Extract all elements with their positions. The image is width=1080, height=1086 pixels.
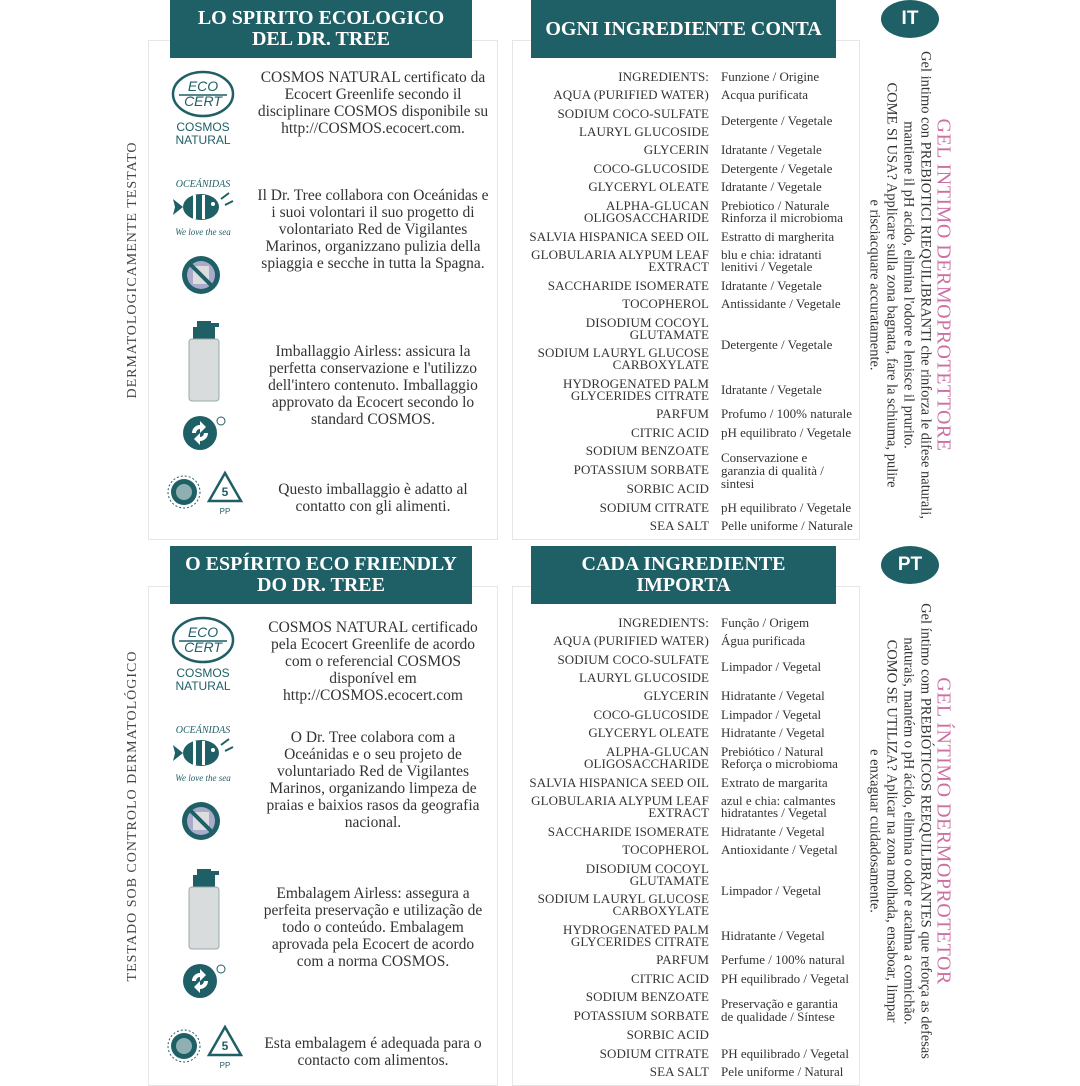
eco-spirit-title: O ESPÍRITO ECO FRIENDLY DO DR. TREE [170, 546, 472, 604]
ingredient-function: Pele uniforme / Natural [721, 1064, 844, 1079]
no-plastic-icon [179, 799, 223, 848]
ingredient-name: GLYCERIDES CITRATE [570, 388, 709, 403]
ingredient-function: Hidratante / Vegetal [721, 824, 825, 839]
ingredient-function: Extrato de margarita [721, 775, 828, 790]
product-desc-line-2: naturais, mantém o pH ácido, elimina o odor e acalma a comichão. [900, 637, 917, 1025]
ingredient-name: LAURYL GLUCOSIDE [578, 124, 709, 139]
ingredient-function: blu e chia: idratanti [721, 247, 822, 262]
ingredient-function: lenitivi / Vegetale [721, 259, 813, 274]
ingredient-name: OLIGOSACCHARIDE [584, 756, 709, 771]
feature-food-safe-text: Esta embalagem é adequada para o contacto com alimentos. [264, 1035, 482, 1069]
ingredient-name: COCO-GLUCOSIDE [593, 161, 709, 176]
ingredient-function: Prebiótico / Natural [721, 744, 824, 759]
ingredient-function: Detergente / Vegetale [721, 337, 833, 352]
ingredient-function: Preservação e garantia [721, 996, 838, 1011]
ingredient-name: DISODIUM COCOYL [585, 861, 709, 876]
product-desc-line-3: COME SI USA? Applicare sulla zona bagnata, fare la schiuma, pulire [883, 82, 900, 488]
ingredient-function: Antissidante / Vegetale [721, 296, 841, 311]
ingredient-function: Idratante / Vegetale [721, 142, 822, 157]
ingredient-name: SORBIC ACID [626, 481, 709, 496]
ingredient-name: GLUTAMATE [629, 327, 709, 342]
ingredient-name: INGREDIENTS: [618, 69, 709, 84]
ingredient-name: GLYCERIDES CITRATE [570, 934, 709, 949]
svg-text:ECO: ECO [187, 78, 219, 94]
feature-airless-text: Imballaggio Airless: assicura la perfetta conservazione e l'utilizzo dell'intero contenuto. Imballaggio approvato da Ecocert secondo lo standard COSMOS. [268, 343, 478, 428]
ingredient-name: TOCOPHEROL [622, 842, 709, 857]
glass-fork-icon [167, 475, 201, 514]
product-desc-line-4: e risciacquare accuratamente. [866, 199, 883, 371]
ingredient-name: SORBIC ACID [626, 1027, 709, 1042]
ingredient-name: SALVIA HISPANICA SEED OIL [529, 775, 709, 790]
product-desc-line-1: Gel intimo con PREBIOTICI RIEQUILIBRANTI che rinforza le difese naturali, [917, 51, 934, 519]
ingredient-function: pH equilibrato / Vegetale [721, 425, 852, 440]
svg-text:We love the sea: We love the sea [175, 773, 231, 783]
feature-oceanidas-text: Il Dr. Tree collabora con Oceánidas e i suoi volontari il suo progetto di volontariato Red de Vigilantes Marinos, organizzano pulizia della spiaggia e secche in tutta la Spagna. [257, 187, 489, 272]
oceanidas-fish-logo-icon [167, 173, 239, 246]
ingredient-name: LAURYL GLUCOSIDE [578, 670, 709, 685]
ingredient-name: SODIUM LAURYL GLUCOSE [537, 345, 709, 360]
ingredient-function: de qualidade / Síntese [721, 1009, 835, 1024]
ingredient-function: Idratante / Vegetale [721, 278, 822, 293]
svg-text:COSMOS: COSMOS [176, 120, 230, 134]
ingredient-function: Acqua purificata [721, 87, 808, 102]
ingredient-function: Rinforza il microbioma [721, 210, 844, 225]
green-dot-icon [181, 961, 227, 1006]
ingredient-function: Conservazione e [721, 450, 808, 465]
oceanidas-fish-logo-icon [167, 719, 239, 792]
ingredient-name: GLYCERYL OLEATE [588, 179, 709, 194]
ingredient-name: TOCOPHEROL [622, 296, 709, 311]
green-dot-icon [181, 413, 227, 458]
product-title: GEL ÍNTIMO DERMOPROTETOR [932, 677, 955, 985]
product-title: GEL INTIMO DERMOPROTETTORE [932, 118, 955, 452]
svg-text:OCEÁNIDAS: OCEÁNIDAS [175, 179, 231, 190]
ingredient-function: Função / Origem [721, 615, 810, 630]
ingredient-name: PARFUM [656, 406, 709, 421]
eco-spirit-title: LO SPIRITO ECOLOGICO DEL DR. TREE [170, 0, 472, 58]
ingredient-function: Hidratante / Vegetal [721, 928, 825, 943]
ingredient-name: HYDROGENATED PALM [562, 922, 709, 937]
ingredient-name: SODIUM CITRATE [599, 1046, 709, 1061]
ingredient-function: Água purificada [721, 633, 806, 648]
product-desc-line-1: Gel íntimo com PREBIÓTICOS REEQUILIBRANTES que reforça as defesas [917, 603, 934, 1059]
ingredient-function: Limpador / Vegetal [721, 659, 822, 674]
ingredient-name: GLOBULARIA ALYPUM LEAF [531, 793, 709, 808]
ingredient-function: Antioxidante / Vegetal [721, 842, 838, 857]
airless-bottle-icon [185, 321, 221, 408]
ingredient-name: CITRIC ACID [630, 425, 709, 440]
ingredient-name: GLUTAMATE [629, 873, 709, 888]
ingredient-function: Detergente / Vegetale [721, 161, 833, 176]
svg-text:NATURAL: NATURAL [175, 679, 231, 693]
ingredient-function: hidratantes / Vegetal [721, 805, 827, 820]
ingredient-function: Reforça o microbioma [721, 756, 838, 771]
portuguese-section [0, 546, 1080, 1086]
svg-text:CERT: CERT [184, 93, 222, 109]
ingredient-function: Hidratante / Vegetal [721, 688, 825, 703]
ingredient-function: Idratante / Vegetale [721, 382, 822, 397]
eco-panel [148, 40, 498, 540]
feature-airless-text: Embalagem Airless: assegura a perfeita preservação e utilização de todo o conteúdo. Embalagem aprovada pela Ecocert de acordo com a norma COSMOS. [263, 885, 483, 970]
svg-text:PP: PP [219, 1061, 231, 1070]
feature-food-safe-text: Questo imballaggio è adatto al contatto con gli alimenti. [278, 481, 468, 515]
glass-fork-icon [167, 1029, 201, 1068]
ingredient-name: CARBOXYLATE [612, 357, 709, 372]
svg-text:We love the sea: We love the sea [175, 227, 231, 237]
language-badge: PT [881, 546, 939, 584]
recycle-pp-icon [205, 469, 245, 522]
ingredient-name: POTASSIUM SORBATE [573, 1008, 709, 1023]
ingredient-name: SEA SALT [649, 518, 709, 533]
ingredient-name: GLYCERYL OLEATE [588, 725, 709, 740]
ingredient-name: ALPHA-GLUCAN [605, 744, 709, 759]
dermatologically-tested-label: DERMATOLOGICAMENTE TESTATO [125, 141, 140, 399]
ingredient-function: Estratto di margherita [721, 229, 835, 244]
ingredient-name: AQUA (PURIFIED WATER) [553, 633, 709, 648]
ingredient-function: Hidratante / Vegetal [721, 725, 825, 740]
ingredient-name: POTASSIUM SORBATE [573, 462, 709, 477]
ingredient-name: SALVIA HISPANICA SEED OIL [529, 229, 709, 244]
product-desc-line-3: COMO SE UTILIZA? Aplicar na zona molhada, ensaboar, limpar [883, 639, 900, 1023]
eco-panel [148, 586, 498, 1086]
ingredient-name: HYDROGENATED PALM [562, 376, 709, 391]
feature-ecocert-text: COSMOS NATURAL certificado pela Ecocert Greenlife de acordo com o referencial COSMOS disponível em http://COSMOS.ecocert.com [268, 619, 478, 704]
ingredient-function: sintesi [721, 476, 755, 491]
ingredients-panel [512, 40, 860, 540]
ecocert-logo-icon [165, 67, 245, 158]
italian-section [0, 0, 1080, 540]
ingredient-function: Funzione / Origine [721, 69, 820, 84]
ingredient-function: PH equilibrado / Vegetal [721, 1046, 849, 1061]
ingredient-name: SODIUM COCO-SULFATE [557, 106, 709, 121]
product-desc-line-2: mantiene il pH acido, elimina l'odore e lenisce il prurito. [900, 121, 917, 449]
ingredient-function: PH equilibrado / Vegetal [721, 971, 849, 986]
ingredient-function: Limpador / Vegetal [721, 883, 822, 898]
svg-text:ECO: ECO [187, 624, 219, 640]
ingredient-function: Pelle uniforme / Naturale [721, 518, 853, 533]
ingredient-function: garanzia di qualità / [721, 463, 824, 478]
no-plastic-icon [179, 253, 223, 302]
ingredient-name: ALPHA-GLUCAN [605, 198, 709, 213]
product-desc-line-4: e enxaguar cuidadosamente. [866, 749, 883, 913]
ingredient-function: Idratante / Vegetale [721, 179, 822, 194]
svg-text:5: 5 [221, 1039, 229, 1053]
ingredient-name: PARFUM [656, 952, 709, 967]
ingredient-name: SODIUM BENZOATE [585, 443, 709, 458]
ingredient-function: Detergente / Vegetale [721, 113, 833, 128]
ingredient-name: INGREDIENTS: [618, 615, 709, 630]
ingredient-function: azul e chia: calmantes [721, 793, 836, 808]
svg-text:OCEÁNIDAS: OCEÁNIDAS [175, 725, 231, 736]
feature-oceanidas-text: O Dr. Tree colabora com a Oceánidas e o seu projeto de voluntariado Red de Vigilantes Marinos, organizando limpeza de praias e baixios rasos da geografia nacional. [266, 729, 480, 831]
feature-ecocert-text: COSMOS NATURAL certificato da Ecocert Greenlife secondo il disciplinare COSMOS disponibile su http://COSMOS.ecocert.com. [257, 69, 489, 137]
recycle-pp-icon [205, 1023, 245, 1076]
ingredient-name: SODIUM BENZOATE [585, 989, 709, 1004]
ingredients-title: CADA INGREDIENTE IMPORTA [531, 546, 836, 604]
ingredient-function: pH equilibrato / Vegetale [721, 500, 852, 515]
dermatologically-tested-label: TESTADO SOB CONTROLO DERMATOLÓGICO [125, 650, 140, 982]
ingredient-name: EXTRACT [648, 805, 709, 820]
svg-text:NATURAL: NATURAL [175, 133, 231, 147]
ingredient-name: EXTRACT [648, 259, 709, 274]
ingredient-name: SACCHARIDE ISOMERATE [547, 824, 709, 839]
ingredient-name: DISODIUM COCOYL [585, 315, 709, 330]
ingredient-function: Limpador / Vegetal [721, 707, 822, 722]
ingredient-name: CARBOXYLATE [612, 903, 709, 918]
ingredients-panel [512, 586, 860, 1086]
ingredient-function: Profumo / 100% naturale [721, 406, 853, 421]
ingredient-name: GLOBULARIA ALYPUM LEAF [531, 247, 709, 262]
ingredient-name: COCO-GLUCOSIDE [593, 707, 709, 722]
svg-text:PP: PP [219, 507, 231, 516]
airless-bottle-icon [185, 869, 221, 956]
ingredient-name: GLYCERIN [643, 142, 709, 157]
ingredient-name: GLYCERIN [643, 688, 709, 703]
ingredient-name: SEA SALT [649, 1064, 709, 1079]
svg-text:COSMOS: COSMOS [176, 666, 230, 680]
svg-text:CERT: CERT [184, 639, 222, 655]
ecocert-logo-icon [165, 613, 245, 704]
ingredient-name: CITRIC ACID [630, 971, 709, 986]
ingredient-name: SODIUM COCO-SULFATE [557, 652, 709, 667]
ingredient-name: SODIUM CITRATE [599, 500, 709, 515]
ingredient-function: Prebiotico / Naturale [721, 198, 830, 213]
ingredients-title: OGNI INGREDIENTE CONTA [531, 0, 836, 58]
ingredient-name: SODIUM LAURYL GLUCOSE [537, 891, 709, 906]
ingredient-name: AQUA (PURIFIED WATER) [553, 87, 709, 102]
ingredient-name: OLIGOSACCHARIDE [584, 210, 709, 225]
svg-text:5: 5 [221, 485, 229, 499]
ingredient-name: SACCHARIDE ISOMERATE [547, 278, 709, 293]
language-badge: IT [881, 0, 939, 38]
ingredient-function: Perfume / 100% natural [721, 952, 845, 967]
